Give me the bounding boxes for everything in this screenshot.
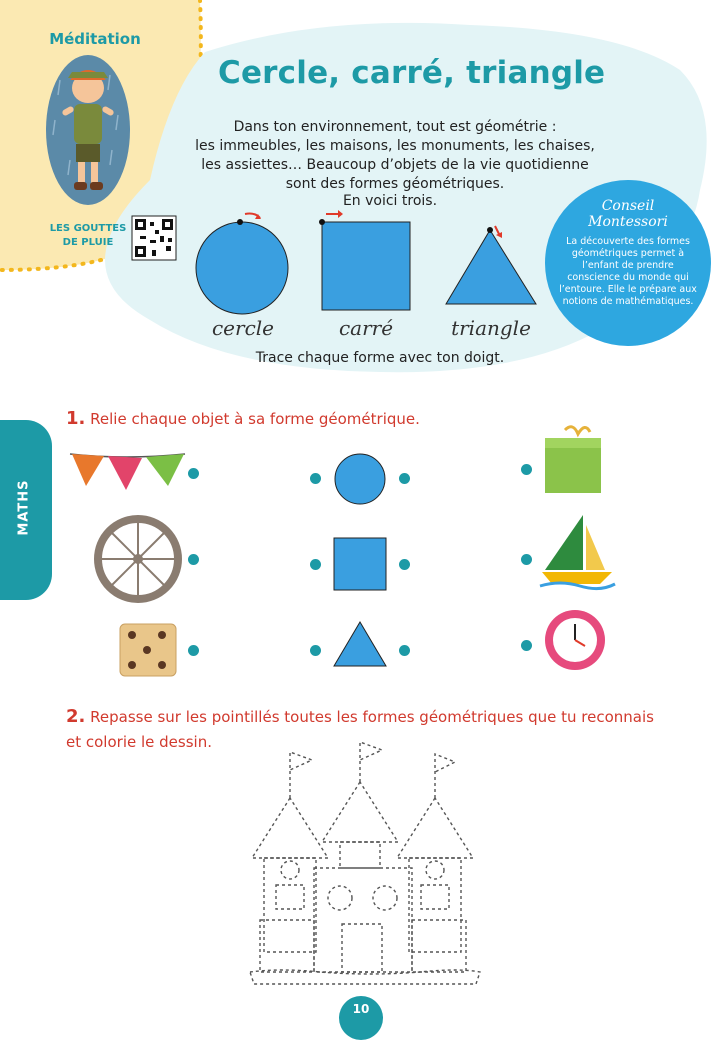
meditation-caption-line2: DE PLUIE (62, 237, 114, 248)
match-circle (335, 454, 385, 504)
intro-text (190, 118, 600, 194)
meditation-caption (48, 222, 128, 250)
dot-gift[interactable] (521, 464, 532, 475)
exercise2-number: 2. (66, 706, 86, 727)
dot-triangle-left[interactable] (310, 645, 321, 656)
castle-tracing[interactable] (240, 740, 500, 990)
dot-clock[interactable] (521, 640, 532, 651)
dot-square-left[interactable] (310, 559, 321, 570)
label-carre: carré (338, 316, 394, 340)
dot-circle-left[interactable] (310, 473, 321, 484)
clock-image (545, 610, 605, 670)
dot-circle-right[interactable] (399, 473, 410, 484)
dot-wheel[interactable] (188, 554, 199, 565)
intro-line: sont des formes géométriques. (285, 176, 505, 192)
conseil-title-line2: Montessori (588, 214, 668, 230)
square-shape (322, 222, 410, 310)
exercise2-text-line1: Repasse sur les pointillés toutes les formes géométriques que tu reconnais (90, 708, 654, 726)
exercise1-number: 1. (66, 408, 86, 429)
match-square (334, 538, 386, 590)
match-triangle (334, 622, 386, 666)
exercise1-illustrations (0, 420, 720, 690)
qr-code (132, 216, 176, 260)
conseil-montessori-bubble (545, 180, 711, 346)
conseil-text: La découverte des formes géométriques permet à l’enfant de prendre conscience du monde qui l’entoure. Elle le prépare aux notions de mathématiques. (559, 236, 697, 307)
exercise1-text: Relie chaque objet à sa forme géométrique. (90, 410, 420, 428)
maths-tab-label: MATHS (16, 479, 32, 536)
intro-line: les assiettes… Beaucoup d’objets de la vie quotidienne (201, 157, 589, 173)
sailboat-image (540, 515, 615, 589)
label-cercle: cercle (211, 316, 275, 340)
dot-square-right[interactable] (399, 559, 410, 570)
circle-shape (196, 222, 288, 314)
bunting-image (70, 454, 185, 490)
dot-triangle-right[interactable] (399, 645, 410, 656)
dot-bunting[interactable] (188, 468, 199, 479)
gift-box-image (545, 427, 601, 493)
meditation-title: Méditation (49, 30, 141, 48)
conseil-title-line1: Conseil (601, 198, 655, 214)
dice-image (120, 624, 176, 676)
exercise2-text-line2: et colorie le dessin. (66, 733, 212, 751)
page-number: 10 (339, 996, 383, 1040)
dot-dice[interactable] (188, 645, 199, 656)
wheel-image (98, 519, 178, 599)
page-title: Cercle, carré, triangle (218, 55, 606, 91)
conseil-title (545, 198, 711, 230)
intro-line: Dans ton environnement, tout est géométrie : (233, 119, 557, 135)
intro-line: les immeubles, les maisons, les monuments, les chaises, (195, 138, 595, 154)
meditation-caption-line1: LES GOUTTES (49, 223, 127, 234)
dot-sailboat[interactable] (521, 554, 532, 565)
voici-text: En voici trois. (342, 193, 438, 209)
trace-instruction: Trace chaque forme avec ton doigt. (255, 350, 505, 366)
label-triangle: triangle (451, 316, 531, 340)
